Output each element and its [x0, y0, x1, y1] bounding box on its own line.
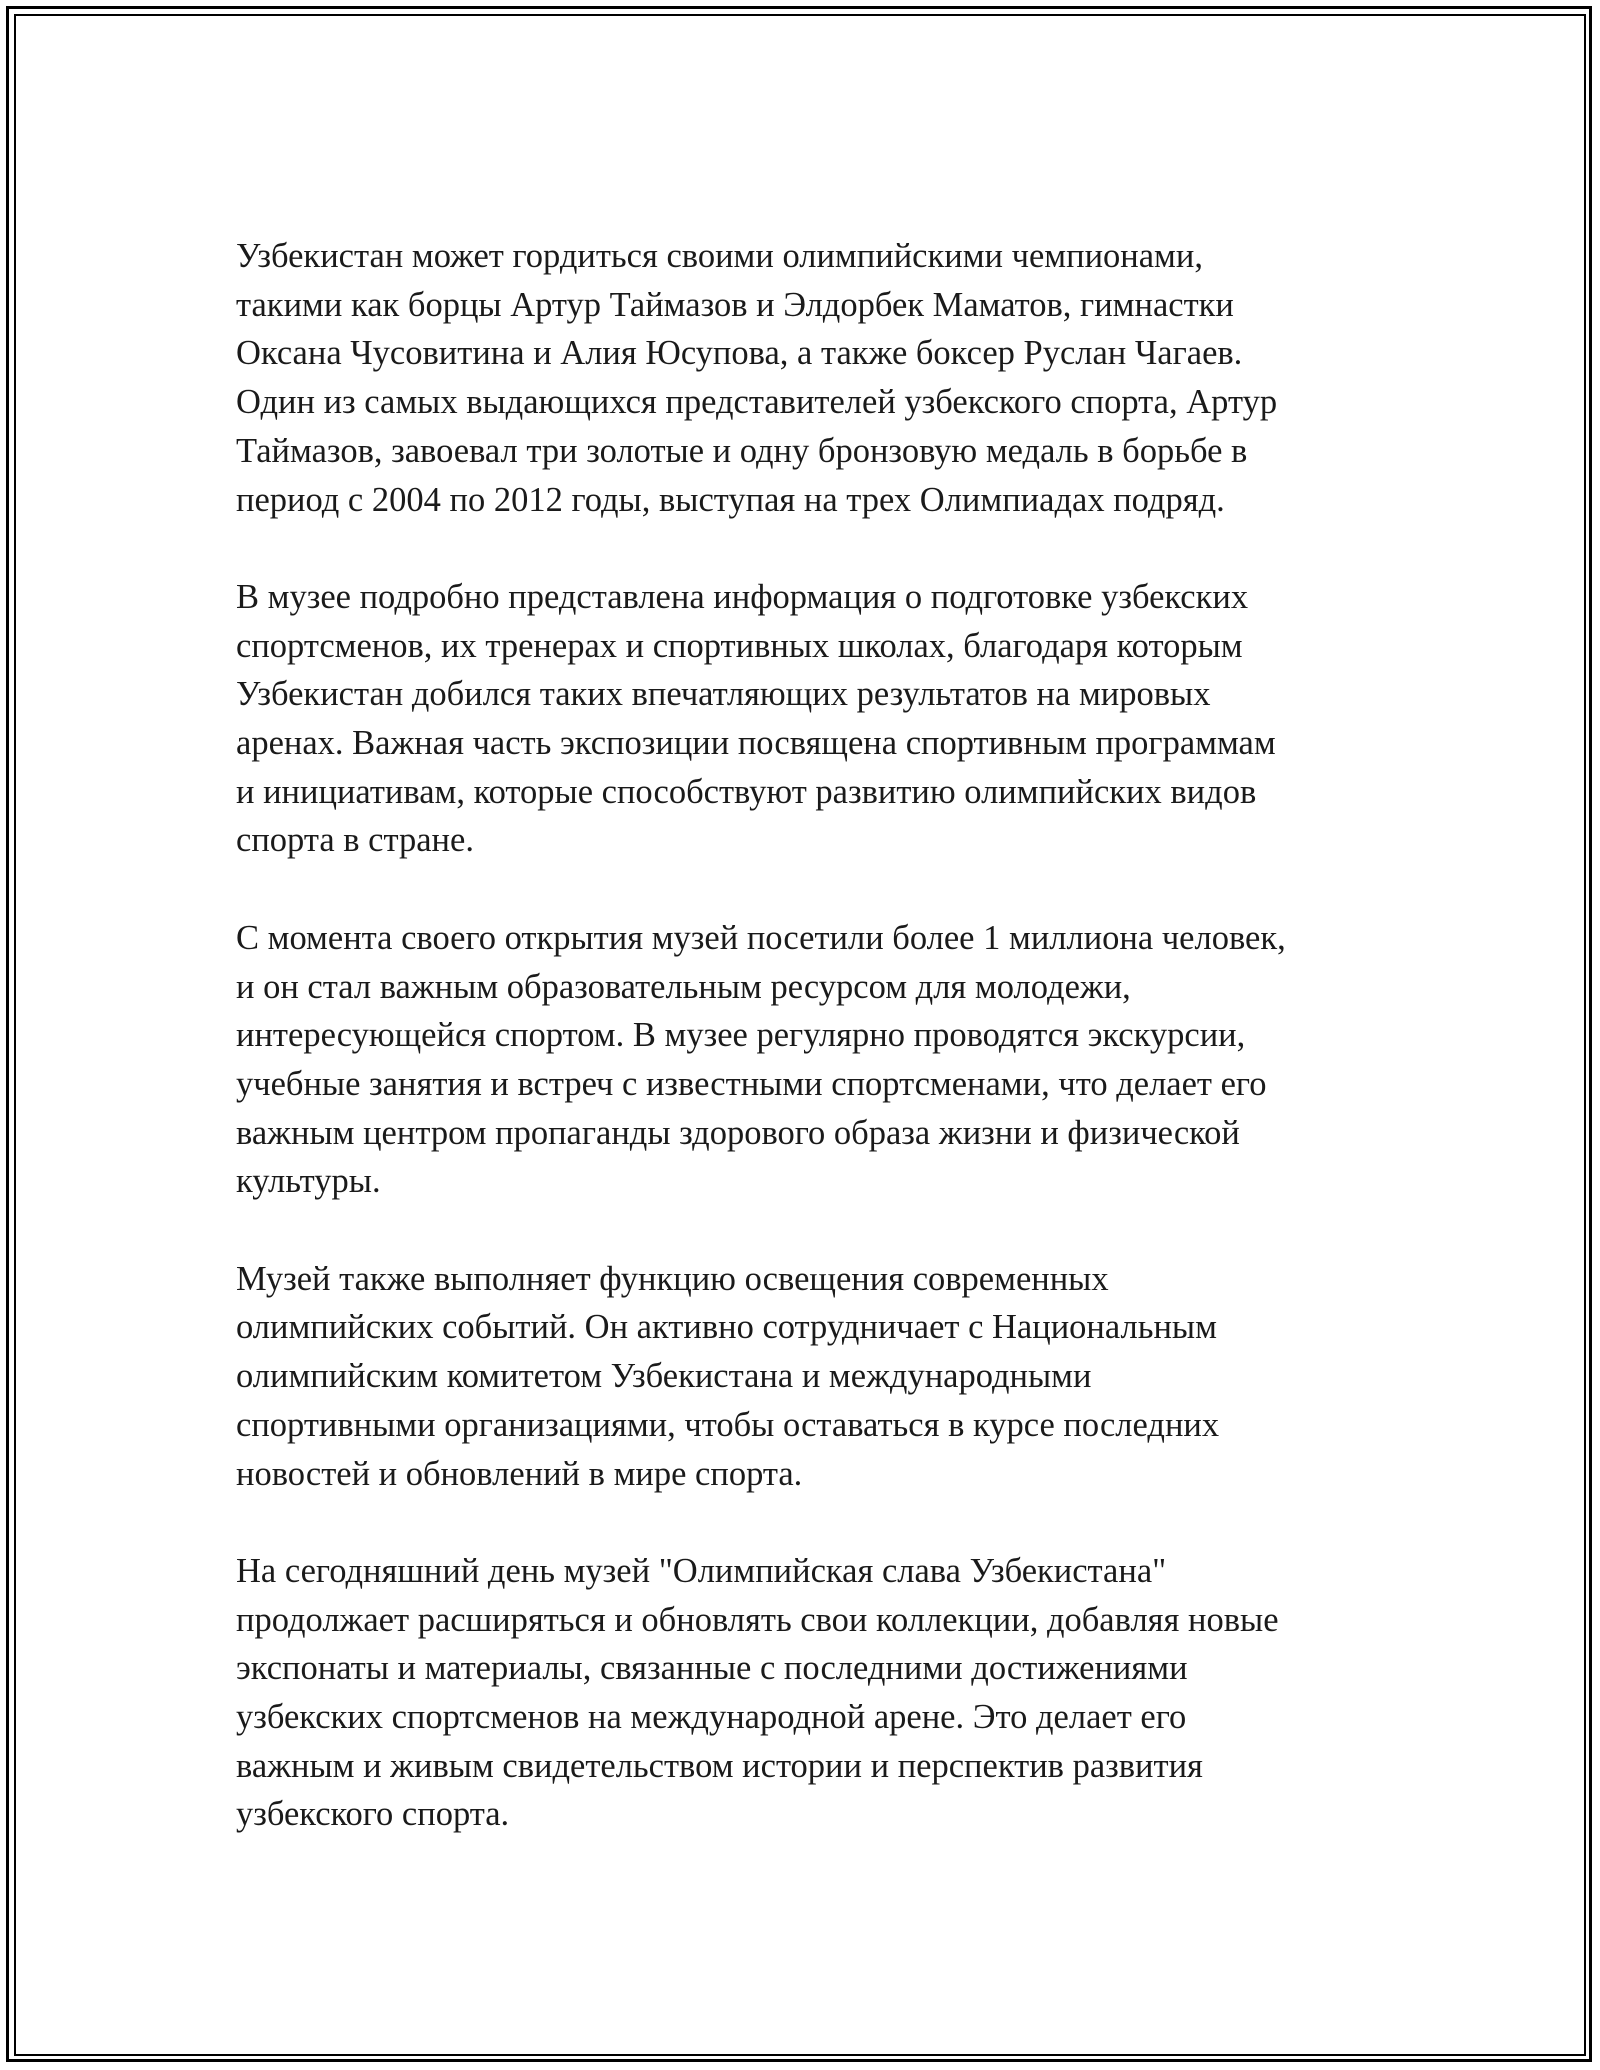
text-line: олимпийским комитетом Узбекистана и международными	[236, 1357, 1092, 1396]
paragraph-museum-visitors	[236, 914, 1366, 1206]
text-line: Узбекистан может гордиться своими олимпийскими чемпионами,	[236, 237, 1203, 275]
text-line: и он стал важным образовательным ресурсом для молодежи,	[236, 967, 1131, 1006]
paragraph-modern-events	[236, 1255, 1366, 1499]
text-line: спорта в стране.	[236, 821, 474, 860]
text-line: спортсменов, их тренерах и спортивных школах, благодаря которым	[236, 626, 1243, 665]
text-line: Таймазов, завоевал три золотые и одну бронзовую медаль в борьбе в	[236, 431, 1248, 470]
text-line: На сегодняшний день музей "Олимпийская слава Узбекистана"	[236, 1551, 1167, 1590]
text-line: период с 2004 по 2012 годы, выступая на трех Олимпиадах подряд.	[236, 480, 1225, 519]
text-line: учебные занятия и встреч с известными спортсменами, что делает его	[236, 1064, 1267, 1103]
text-line: продолжает расширяться и обновлять свои коллекции, добавляя новые	[236, 1600, 1279, 1639]
text-line: экспонаты и материалы, связанные с последними достижениями	[236, 1649, 1188, 1688]
text-line: олимпийских событий. Он активно сотрудничает с Национальным	[236, 1308, 1217, 1347]
text-line: интересующейся спортом. В музее регулярно проводятся экскурсии,	[236, 1016, 1246, 1055]
text-line: узбекских спортсменов на международной арене. Это делает его	[236, 1698, 1187, 1737]
text-line: важным и живым свидетельством истории и перспектив развития	[236, 1746, 1203, 1785]
paragraph-museum-today	[236, 1547, 1366, 1839]
text-line: новостей и обновлений в мире спорта.	[236, 1454, 803, 1493]
text-line: важным центром пропаганды здорового образа жизни и физической	[236, 1113, 1240, 1152]
text-line: культуры.	[236, 1162, 381, 1201]
text-line: Музей также выполняет функцию освещения современных	[236, 1259, 1109, 1298]
text-line: В музее подробно представлена информация о подготовке узбекских	[236, 577, 1249, 616]
text-line: Узбекистан добился таких впечатляющих результатов на мировых	[236, 675, 1211, 714]
document-body	[236, 232, 1366, 1888]
text-line: С момента своего открытия музей посетили более 1 миллиона человек,	[236, 918, 1286, 957]
text-line: узбекского спорта.	[236, 1795, 510, 1834]
paragraph-athlete-training	[236, 573, 1366, 865]
text-line: спортивными организациями, чтобы оставаться в курсе последних	[236, 1405, 1220, 1444]
text-line: Оксана Чусовитина и Алия Юсупова, а также боксер Руслан Чагаев.	[236, 334, 1243, 373]
text-line: аренах. Важная часть экспозиции посвящена спортивным программам	[236, 724, 1276, 763]
text-line: такими как борцы Артур Таймазов и Элдорбек Маматов, гимнастки	[236, 285, 1234, 324]
text-line: и инициативам, которые способствуют развитию олимпийских видов	[236, 772, 1257, 811]
text-line: Один из самых выдающихся представителей узбекского спорта, Артур	[236, 383, 1278, 422]
paragraph-olympic-champions	[236, 232, 1366, 524]
